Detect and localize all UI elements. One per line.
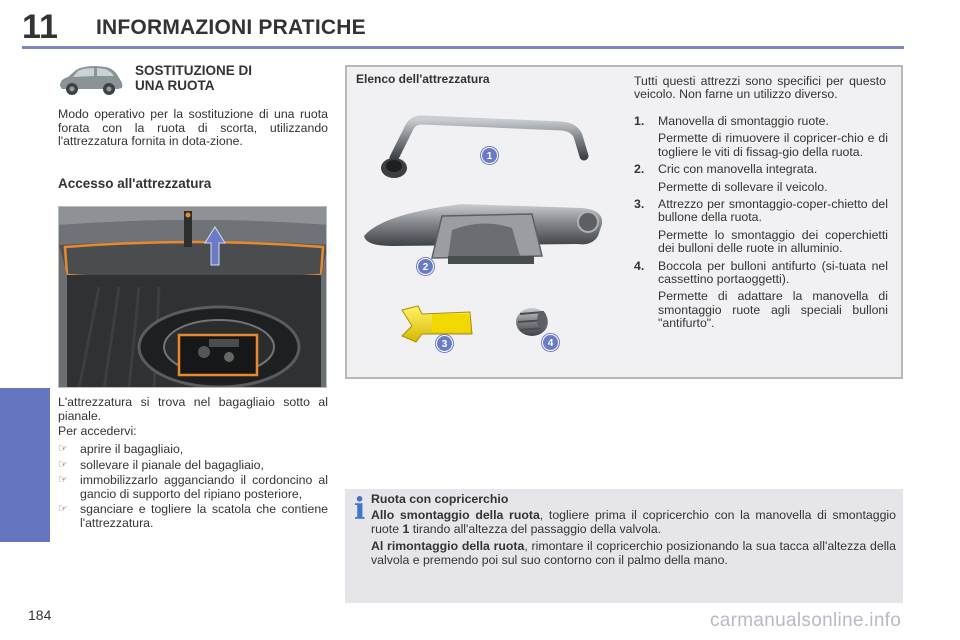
chapter-title: INFORMAZIONI PRATICHE — [96, 16, 366, 39]
access-step-text: sganciare e togliere la scatola che contiene l'attrezzatura. — [80, 502, 328, 530]
tool-item-detail: Permette di adattare la manovella di smontaggio ruote agli speciali bulloni "antifurto". — [658, 289, 888, 331]
tool-item — [634, 115, 888, 159]
chapter-side-tab — [0, 388, 50, 542]
pointing-hand-icon: ☞ — [58, 503, 68, 515]
info-content — [371, 493, 896, 571]
tool-badge-1: 1 — [481, 147, 498, 164]
watermark: carmanualsonline.info — [710, 610, 902, 631]
tools-intro: Tutti questi attrezzi sono specifici per questo veicolo. Non farne un utilizzo diverso. — [634, 74, 886, 102]
info-removal-text-a: , togliere prima il copricerchio con la manovella di smontaggio ruote — [371, 508, 896, 536]
tool-item-name: Boccola per bulloni antifurto (si-tuata nel cassettino portaoggetti). — [658, 258, 888, 287]
tool-item-number: 4. — [634, 258, 645, 273]
info-removal-tool-number: 1 — [402, 521, 410, 536]
header-rule — [22, 46, 904, 49]
access-step-text: aprire il bagagliaio, — [80, 442, 184, 456]
info-paragraph-removal — [371, 509, 896, 536]
tool-item-name: Manovella di smontaggio ruote. — [658, 114, 829, 128]
access-title: Accesso all'attrezzatura — [58, 176, 212, 191]
tool-item-detail: Permette lo smontaggio dei coperchietti dei bulloni delle ruote in alluminio. — [658, 227, 888, 256]
pointing-hand-icon: ☞ — [58, 443, 68, 455]
access-step — [58, 443, 328, 457]
tool-item-number: 1. — [634, 114, 645, 128]
access-step — [58, 503, 328, 530]
info-refit-label: Al rimontaggio della ruota — [371, 539, 525, 554]
tool-item-detail: Permette di sollevare il veicolo. — [658, 179, 828, 194]
info-title: Ruota con copricerchio — [371, 492, 509, 506]
tool-list — [634, 115, 888, 335]
info-removal-text-b: tirando all'altezza del passaggio della valvola. — [409, 521, 662, 536]
tool-badge-4: 4 — [542, 334, 559, 351]
access-location: L'attrezzatura si trova nel bagagliaio sotto al pianale. — [58, 395, 328, 423]
access-step-text: immobilizzarlo agganciando il cordoncino al gancio di supporto del ripiano posteriore, — [80, 473, 328, 501]
info-paragraph-refit — [371, 540, 896, 567]
access-step — [58, 474, 328, 501]
access-steps — [58, 443, 328, 532]
pointing-hand-icon: ☞ — [58, 458, 68, 471]
info-removal-label: Allo smontaggio della ruota — [371, 508, 540, 523]
tool-item-detail: Permette di rimuovere il copricer-chio e di togliere le viti di fissag-gio della ruota. — [658, 131, 888, 159]
section-title — [135, 63, 335, 93]
tool-badge-2: 2 — [417, 258, 434, 275]
pointing-hand-icon: ☞ — [58, 474, 68, 486]
access-step-text: sollevare il pianale del bagagliaio, — [80, 457, 264, 472]
info-icon: i — [354, 492, 366, 527]
tool-item — [634, 198, 888, 256]
access-lead: Per accedervi: — [58, 424, 137, 438]
section-intro: Modo operativo per la sostituzione di una ruota forata con la ruota di scorta, utilizzando l'attrezzatura fornita in dota-zione. — [58, 107, 328, 148]
tool-item-name: Attrezzo per smontaggio-coper-chietto del bullone della ruota. — [658, 197, 888, 225]
tool-badge-3: 3 — [436, 335, 453, 352]
trunk-photo — [58, 206, 327, 388]
page-number: 184 — [28, 607, 52, 623]
car-icon — [56, 64, 124, 96]
info-refit-text: , rimontare il copricerchio posizionando la sua tacca all'altezza della valvola e premendo poi sul suo contorno con il palmo della mano. — [371, 539, 896, 567]
tool-item — [634, 260, 888, 331]
tool-item-number: 2. — [634, 162, 645, 177]
tools-illustration — [352, 96, 614, 372]
tool-item-name: Cric con manovella integrata. — [658, 162, 818, 177]
section-title-line1: SOSTITUZIONE DI — [135, 63, 253, 78]
section-title-line2: UNA RUOTA — [135, 78, 215, 93]
tools-title: Elenco dell'attrezzatura — [356, 72, 490, 86]
tool-item-number: 3. — [634, 197, 645, 212]
tool-item — [634, 163, 888, 194]
chapter-number: 11 — [22, 8, 58, 46]
access-step — [58, 459, 328, 473]
